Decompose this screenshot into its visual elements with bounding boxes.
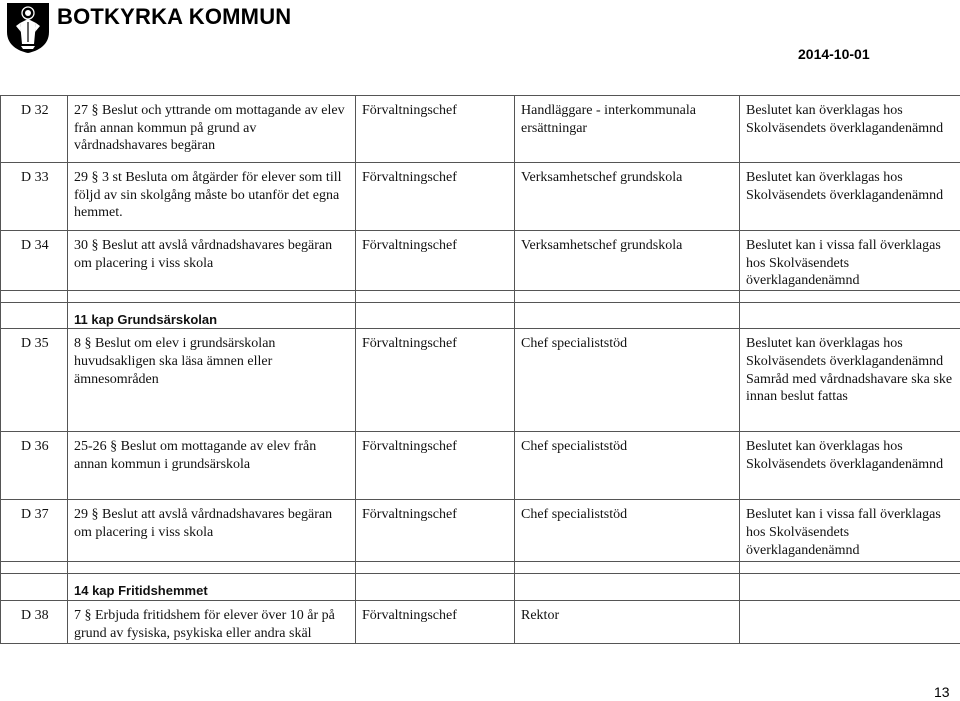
delegation-table <box>0 95 960 644</box>
row-substitute: Verksamhetschef grundskola <box>515 231 740 291</box>
row-code: D 32 <box>1 96 68 163</box>
row-substitute: Rektor <box>515 600 740 643</box>
row-notes <box>740 329 960 432</box>
description-text: 3 st Besluta om åtgärder för elever som till följd av sin skolgång måste bo utanför det egna hemmet. <box>74 170 342 221</box>
section-symbol: § <box>91 238 99 253</box>
row-code: D 33 <box>1 163 68 231</box>
page-number: 13 <box>934 684 950 700</box>
row-substitute: Chef specialiststöd <box>515 329 740 432</box>
row-notes <box>740 163 960 231</box>
row-description <box>68 432 356 500</box>
section-symbol: § <box>91 103 99 118</box>
row-delegate: Förvaltningschef <box>356 96 515 163</box>
row-delegate: Förvaltningschef <box>356 500 515 562</box>
paragraph-number: 25-26 <box>74 439 107 455</box>
table-row <box>1 96 960 163</box>
table-row <box>1 329 960 432</box>
section-symbol: § <box>84 336 92 352</box>
row-code: D 36 <box>1 432 68 500</box>
section-symbol: § <box>91 170 99 185</box>
note-text: Beslutet kan överklagas hos Skolväsendets överklagandenämnd <box>746 439 944 472</box>
row-code: D 34 <box>1 231 68 291</box>
table-row <box>1 231 960 291</box>
row-description <box>68 329 356 432</box>
page-header <box>0 0 960 64</box>
note-text: Beslutet kan i vissa fall överklagas hos Skolväsendets överklagandenämnd <box>746 507 941 558</box>
row-description <box>68 500 356 562</box>
row-delegate: Förvaltningschef <box>356 432 515 500</box>
paragraph-number: 7 <box>74 607 81 623</box>
row-code: D 37 <box>1 500 68 562</box>
section-title-grundsarskolan: 11 kap Grundsärskolan <box>68 302 356 329</box>
spacer-row <box>1 290 960 302</box>
paragraph-number: 29 <box>74 507 88 523</box>
paragraph-number: 30 <box>74 238 88 253</box>
table-row <box>1 163 960 231</box>
row-notes <box>740 500 960 562</box>
row-substitute: Chef specialiststöd <box>515 432 740 500</box>
row-substitute: Verksamhetschef grundskola <box>515 163 740 231</box>
paragraph-number: 8 <box>74 336 81 352</box>
row-notes <box>740 432 960 500</box>
row-notes <box>740 231 960 291</box>
row-description <box>68 231 356 291</box>
section-symbol: § <box>91 507 99 523</box>
row-description <box>68 163 356 231</box>
row-notes <box>740 600 960 643</box>
table-row <box>1 432 960 500</box>
description-text: Beslut och yttrande om mottagande av elev från annan kommun på grund av vårdnadshavares begäran <box>74 103 345 154</box>
row-description <box>68 600 356 643</box>
note-text: Beslutet kan i vissa fall överklagas hos Skolväsendets överklagandenämnd <box>746 238 941 289</box>
botkyrka-crest-logo <box>6 2 50 54</box>
row-delegate: Förvaltningschef <box>356 600 515 643</box>
section-symbol: § <box>110 439 118 455</box>
row-delegate: Förvaltningschef <box>356 231 515 291</box>
description-text: Erbjuda fritidshem för elever över 10 år på grund av fysiska, psykiska eller andra skäl <box>74 607 335 641</box>
table-row <box>1 600 960 643</box>
section-symbol: § <box>84 607 92 623</box>
table-row <box>1 500 960 562</box>
row-substitute: Handläggare - interkommunala ersättningar <box>515 96 740 163</box>
description-text: Beslut att avslå vårdnadshavares begäran om placering i viss skola <box>74 238 333 271</box>
row-description <box>68 96 356 163</box>
section-row <box>1 302 960 329</box>
description-text: Beslut att avslå vårdnadshavares begäran om placering i viss skola <box>74 507 333 540</box>
row-code: D 35 <box>1 329 68 432</box>
section-row <box>1 574 960 601</box>
row-notes <box>740 96 960 163</box>
row-code: D 38 <box>1 600 68 643</box>
description-text: Beslut om elev i grundsärskolan huvudsakligen ska läsa ämnen eller ämnesområden <box>74 336 276 387</box>
note-text: Beslutet kan överklagas hos Skolväsendets överklagandenämnd <box>746 170 944 203</box>
organization-name: BOTKYRKA KOMMUN <box>57 4 292 29</box>
spacer-row <box>1 562 960 574</box>
note-text: Beslutet kan överklagas hos Skolväsendets överklagandenämnd <box>746 103 944 136</box>
document-date: 2014-10-01 <box>798 46 870 62</box>
row-substitute: Chef specialiststöd <box>515 500 740 562</box>
note-text: Samråd med vårdnadshavare ska ske innan beslut fattas <box>746 371 953 405</box>
row-delegate: Förvaltningschef <box>356 329 515 432</box>
description-text: Beslut om mottagande av elev från annan kommun i grundsärskola <box>74 439 317 472</box>
paragraph-number: 29 <box>74 170 88 185</box>
note-text: Beslutet kan överklagas hos Skolväsendets överklagandenämnd <box>746 336 944 369</box>
row-delegate: Förvaltningschef <box>356 163 515 231</box>
paragraph-number: 27 <box>74 103 88 118</box>
section-title-fritidshemmet: 14 kap Fritidshemmet <box>68 574 356 601</box>
